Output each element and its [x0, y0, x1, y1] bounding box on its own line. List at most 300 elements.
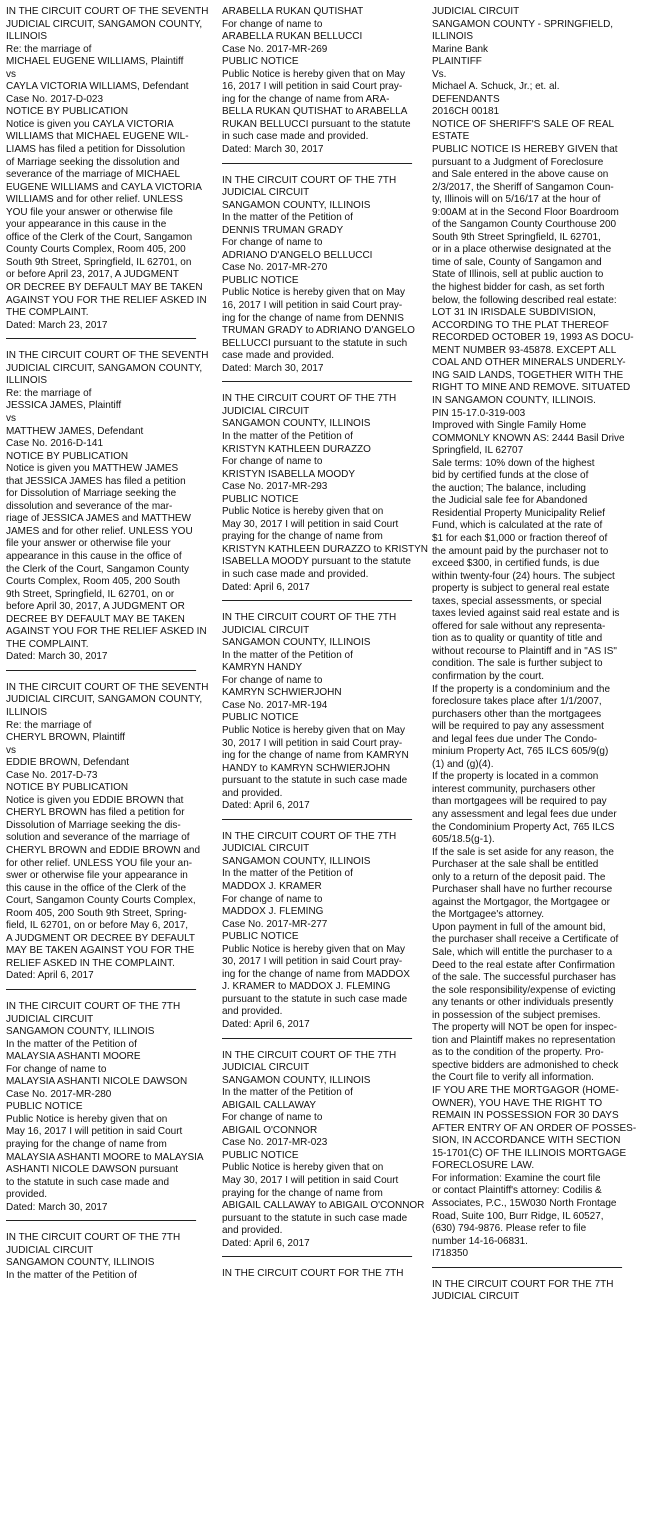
- notice-text-line: Public Notice is hereby given that on: [222, 506, 384, 518]
- notice-text-line: SANGAMON COUNTY, ILLINOIS: [6, 1257, 155, 1269]
- notice-text-line: EUGENE WILLIAMS and CAYLA VICTORIA: [6, 181, 202, 193]
- notice-text-line: any assessment and legal fees due under: [432, 809, 617, 820]
- notice-text-line: ILLINOIS: [6, 375, 48, 387]
- notice-text-line: CAYLA VICTORIA WILLIAMS, Defendant: [6, 81, 189, 93]
- notice-text-line: In the matter of the Petition of: [222, 649, 353, 661]
- notice-text-line: PUBLIC NOTICE: [222, 712, 299, 724]
- notice-text-line: In the matter of the Petition of: [222, 1087, 353, 1099]
- notice-text-line: DENNIS TRUMAN GRADY: [222, 224, 344, 236]
- notice-text-line: J. KRAMER to MADDOX J. FLEMING: [222, 981, 391, 993]
- notice-text-line: SANGAMON COUNTY, ILLINOIS: [222, 855, 371, 867]
- legal-notice: [222, 831, 410, 1032]
- notice-text-line: ILLINOIS: [6, 706, 48, 718]
- notice-divider: [222, 163, 412, 164]
- notice-text-line: minium Property Act, 765 ILCS 605/9(g): [432, 746, 609, 758]
- notice-text-line: 9th Street, Springfield, IL 62701, on or: [6, 588, 175, 600]
- notice-text-line: than mortgagees will be required to pay: [432, 796, 607, 808]
- notice-text-line: Notice is given you EDDIE BROWN that: [6, 794, 184, 806]
- notice-text-line: MADDOX J. KRAMER: [222, 881, 322, 892]
- notice-text-line: for other relief. UNLESS YOU file your an-: [6, 857, 193, 869]
- notice-text-line: For change of name to: [6, 1063, 107, 1075]
- notice-text-line: 15-1701(C) OF THE ILLINOIS MORTGAGE: [432, 1147, 627, 1159]
- notice-text-line: ARABELLA RUKAN BELLUCCI: [222, 31, 363, 43]
- notice-text-line: ADRIANO D'ANGELO BELLUCCI: [222, 249, 373, 261]
- notice-text-line: KAMRYN SCHWIERJOHN: [222, 687, 342, 699]
- notice-text-line: (1) and (g)(4).: [432, 758, 494, 770]
- notice-text-line: SION, IN ACCORDANCE WITH SECTION: [432, 1135, 621, 1147]
- notice-text-line: MENT NUMBER 93-45878. EXCEPT ALL: [432, 344, 617, 356]
- notice-text-line: (630) 794-9876. Please refer to file: [432, 1223, 587, 1235]
- notice-text-line: vs: [6, 412, 16, 424]
- notice-text-line: in such case made and provided.: [222, 131, 369, 143]
- notice-divider: [6, 670, 196, 671]
- notice-text-line: of the sale. The successful purchaser has: [432, 972, 616, 984]
- column-middle: [222, 6, 429, 1281]
- notice-text-line: exceed $300, in certified funds, is due: [432, 558, 600, 570]
- notice-text-line: THE COMPLAINT.: [6, 638, 89, 650]
- notice-text-line: JUDICIAL CIRCUIT: [6, 1244, 94, 1256]
- notice-text-line: OWNER), YOU HAVE THE RIGHT TO: [432, 1097, 603, 1109]
- notice-text-line: in possession of the subject premises.: [432, 1009, 601, 1021]
- notice-text-line: or before April 23, 2017, A JUDGMENT: [6, 269, 179, 281]
- notice-text-line: 605/18.5(g-1).: [432, 834, 495, 846]
- notice-text-line: KRISTYN KATHLEEN DURAZZO: [222, 443, 371, 455]
- notice-text-line: Public Notice is hereby given that on May: [222, 943, 405, 955]
- notice-text-line: 9:00AM at in the Second Floor Boardroom: [432, 206, 619, 218]
- notice-text-line: MATTHEW JAMES, Defendant: [6, 425, 144, 437]
- notice-text-line: NOTICE BY PUBLICATION: [6, 450, 129, 462]
- notice-text-line: Road, Suite 100, Burr Ridge, IL 60527,: [432, 1210, 604, 1222]
- notice-text-line: the Mortgagee's attorney.: [432, 909, 545, 921]
- notice-text-line: JAMES and for other relief. UNLESS YOU: [6, 525, 193, 537]
- notice-text-line: time of sale, County of Sangamon and: [432, 256, 602, 268]
- column-left: [6, 6, 209, 1283]
- notice-text-line: 16, 2017 I will petition in said Court pray-: [222, 300, 403, 312]
- notice-text-line: swer or otherwise file your appearance in: [6, 870, 188, 882]
- notice-text-line: WILLIAMS and for other relief. UNLESS: [6, 194, 183, 206]
- legal-notice: [6, 681, 209, 983]
- notice-text-line: Marine Bank: [432, 43, 489, 55]
- notice-text-line: ABIGAIL O'CONNOR: [222, 1124, 318, 1136]
- notice-text-line: IN THE CIRCUIT COURT OF THE SEVENTH: [6, 6, 209, 17]
- notice-text-line: ESTATE: [432, 131, 470, 143]
- notice-text-line: Notice is given you CAYLA VICTORIA: [6, 118, 174, 130]
- notice-text-line: pursuant to the statute in such case made: [222, 775, 408, 787]
- notice-text-line: Dated: March 30, 2017: [222, 144, 324, 156]
- notice-text-line: 30, 2017 I will petition in said Court pray-: [222, 737, 403, 749]
- notice-text-line: IN THE CIRCUIT COURT OF THE 7TH: [6, 1232, 181, 1244]
- notice-text-line: Vs.: [432, 68, 447, 80]
- notice-text-line: ABIGAIL CALLAWAY to ABIGAIL O'CONNOR: [222, 1200, 425, 1212]
- legal-notice: [222, 6, 410, 157]
- notice-text-line: for Dissolution of Marriage seeking the: [6, 488, 177, 500]
- notice-text-line: The property will NOT be open for inspec-: [432, 1022, 617, 1034]
- notice-text-line: ARABELLA RUKAN QUTISHAT: [222, 6, 364, 17]
- notice-text-line: PUBLIC NOTICE: [222, 931, 299, 943]
- notice-text-line: Dated: March 30, 2017: [6, 651, 108, 663]
- notice-text-line: riage of JESSICA JAMES and MATTHEW: [6, 513, 191, 525]
- notice-text-line: the Condominium Property Act, 765 ILCS: [432, 821, 615, 833]
- notice-text-line: RUKAN BELLUCCI pursuant to the statute: [222, 118, 411, 130]
- notice-text-line: COMMONLY KNOWN AS: 2444 Basil Drive: [432, 432, 625, 444]
- notice-text-line: ty, Illinois will on 5/16/17 at the hour of: [432, 194, 601, 206]
- notice-divider: [6, 338, 196, 339]
- notice-text-line: 2/3/2017, the Sheriff of Sangamon Coun-: [432, 181, 614, 193]
- notice-text-line: IN THE CIRCUIT COURT OF THE SEVENTH: [6, 350, 209, 362]
- notice-text-line: MADDOX J. FLEMING: [222, 906, 324, 918]
- notice-text-line: Case No. 2017-MR-194: [222, 699, 328, 711]
- notice-text-line: vs: [6, 68, 16, 80]
- legal-notice: [222, 1049, 425, 1251]
- notice-text-line: SANGAMON COUNTY, ILLINOIS: [222, 1074, 371, 1086]
- notice-text-line: Public Notice is hereby given that on: [6, 1113, 168, 1125]
- notice-text-line: PUBLIC NOTICE: [222, 56, 299, 68]
- notice-text-line: Springfield, IL 62707: [432, 445, 524, 457]
- notice-text-line: HANDY to KAMRYN SCHWIERJOHN: [222, 762, 391, 774]
- notice-text-line: For change of name to: [222, 237, 323, 249]
- notice-text-line: SANGAMON COUNTY, ILLINOIS: [6, 1026, 155, 1038]
- notice-text-line: case made and provided.: [222, 350, 335, 362]
- notice-text-line: without recourse to Plaintiff and in "AS IS": [432, 645, 617, 657]
- notice-divider: [6, 989, 196, 990]
- notice-text-line: Purchaser at the sale shall be entitled: [432, 859, 599, 871]
- notice-text-line: Case No. 2016-D-141: [6, 438, 104, 450]
- notice-divider: [222, 819, 412, 820]
- notice-text-line: bid by certified funds at the close of: [432, 470, 589, 482]
- notice-text-line: Public Notice is hereby given that on May: [222, 287, 405, 299]
- notice-text-line: within twenty-four (24) hours. The subject: [432, 570, 615, 582]
- notice-text-line: the Clerk of the Court, Sangamon County: [6, 563, 189, 575]
- legal-notice: [222, 174, 415, 376]
- notice-divider: [432, 1267, 622, 1268]
- notice-text-line: Public Notice is hereby given that on: [222, 1162, 384, 1174]
- notice-text-line: vs: [6, 744, 16, 756]
- notice-text-line: ILLINOIS: [432, 31, 474, 43]
- notice-text-line: ACCORDING TO THE PLAT THEREOF: [432, 319, 609, 331]
- notice-text-line: Notice is given you MATTHEW JAMES: [6, 463, 179, 475]
- notice-text-line: JUDICIAL CIRCUIT, SANGAMON COUNTY,: [6, 362, 203, 374]
- notice-text-line: Case No. 2017-MR-293: [222, 481, 328, 493]
- notice-text-line: interest community, purchasers other: [432, 783, 596, 795]
- notice-text-line: PLAINTIFF: [432, 56, 482, 68]
- notice-text-line: pursuant to the statute in such case made: [222, 1212, 408, 1224]
- notice-text-line: Deed to the real estate after Confirmation: [432, 959, 615, 971]
- notice-text-line: REMAIN IN POSSESSION FOR 30 DAYS: [432, 1110, 619, 1122]
- notice-text-line: PIN 15-17.0-319-003: [432, 407, 526, 419]
- legal-notice: [6, 350, 209, 664]
- notice-text-line: JUDICIAL CIRCUIT: [222, 624, 310, 636]
- notice-text-line: the Court file to verify all information.: [432, 1072, 594, 1084]
- notice-text-line: PUBLIC NOTICE IS HEREBY GIVEN that: [432, 144, 618, 156]
- notice-text-line: Sale, which will entitle the purchaser to a: [432, 947, 613, 959]
- notice-text-line: Sale terms: 10% down of the highest: [432, 457, 595, 469]
- notice-text-line: Case No. 2017-MR-269: [222, 43, 328, 55]
- notice-text-line: purchasers other than the mortgagees: [432, 708, 602, 720]
- notice-text-line: CHERYL BROWN has filed a petition for: [6, 807, 185, 819]
- notice-text-line: tion and Plaintiff makes no representation: [432, 1034, 616, 1046]
- notice-text-line: field, IL 62701, on or before May 6, 2017,: [6, 920, 189, 932]
- notice-text-line: For change of name to: [222, 893, 323, 905]
- notice-text-line: JUDICIAL CIRCUIT: [222, 1062, 310, 1074]
- notice-text-line: number 14-16-06831.: [432, 1235, 528, 1247]
- notice-text-line: Case No. 2017-MR-270: [222, 262, 328, 274]
- notice-text-line: spective bidders are admonished to check: [432, 1059, 619, 1071]
- notice-text-line: IN THE CIRCUIT COURT OF THE 7TH: [6, 1001, 181, 1013]
- notice-text-line: tion as to quality or quantity of title and: [432, 633, 603, 645]
- notice-text-line: Re: the marriage of: [6, 43, 92, 55]
- notice-text-line: and Sale entered in the above cause on: [432, 169, 609, 181]
- notice-text-line: Dated: April 6, 2017: [222, 581, 310, 593]
- notice-text-line: MICHAEL EUGENE WILLIAMS, Plaintiff: [6, 56, 184, 68]
- notice-text-line: your appearance in this cause in the: [6, 219, 167, 231]
- notice-text-line: Case No. 2017-D-73: [6, 769, 98, 781]
- notice-text-line: AFTER ENTRY OF AN ORDER OF POSSES-: [432, 1122, 637, 1134]
- notice-text-line: Michael A. Schuck, Jr.; et. al.: [432, 81, 560, 93]
- notice-text-line: IN THE CIRCUIT COURT OF THE 7TH: [222, 830, 397, 842]
- notice-text-line: Re: the marriage of: [6, 387, 92, 399]
- notice-text-line: WILLIAMS that MICHAEL EUGENE WIL-: [6, 131, 189, 143]
- notice-text-line: ING SAID LANDS, TOGETHER WITH THE: [432, 369, 624, 381]
- notice-text-line: $1 for each $1,000 or fraction thereof of: [432, 532, 608, 544]
- notice-text-line: In the matter of the Petition of: [222, 868, 353, 880]
- notice-text-line: Upon payment in full of the amount bid,: [432, 921, 606, 933]
- notice-text-line: this cause in the office of the Clerk of the: [6, 882, 187, 894]
- notice-text-line: Dated: March 23, 2017: [6, 319, 108, 331]
- notice-text-line: against the Mortgagor, the Mortgagee or: [432, 896, 611, 908]
- notice-text-line: MALAYSIA ASHANTI MOORE: [6, 1051, 141, 1063]
- notice-text-line: South 9th Street, Springfield, IL 62701, on: [6, 256, 192, 268]
- notice-text-line: ing for the change of name from MADDOX: [222, 968, 410, 980]
- notice-text-line: MALAYSIA ASHANTI NICOLE DAWSON: [6, 1076, 188, 1088]
- notice-text-line: solution and severance of the marriage of: [6, 832, 190, 844]
- notice-text-line: appearance in this cause in the office of: [6, 550, 182, 562]
- notice-text-line: KRISTYN KATHLEEN DURAZZO to KRISTYN: [222, 543, 429, 555]
- notice-text-line: NOTICE BY PUBLICATION: [6, 106, 129, 118]
- notice-text-line: MALAYSIA ASHANTI MOORE to MALAYSIA: [6, 1151, 204, 1163]
- notice-text-line: For change of name to: [222, 674, 323, 686]
- notice-text-line: Dated: April 6, 2017: [222, 800, 310, 812]
- notice-text-line: Room 405, 200 South 9th Street, Spring-: [6, 907, 187, 919]
- notice-text-line: confirmation by the court.: [432, 670, 545, 682]
- notice-text-line: For change of name to: [222, 18, 323, 30]
- notice-text-line: of Marriage seeking the dissolution and: [6, 156, 180, 168]
- legal-notice: [222, 1268, 410, 1281]
- notice-text-line: ing for the change of name from ARA-: [222, 93, 390, 105]
- notice-text-line: Court, Sangamon County Courts Complex,: [6, 895, 196, 907]
- notice-text-line: and provided.: [222, 1006, 283, 1018]
- notice-text-line: NOTICE BY PUBLICATION: [6, 782, 129, 794]
- notice-text-line: JUDICIAL CIRCUIT: [222, 187, 310, 199]
- notice-text-line: For change of name to: [222, 1112, 323, 1124]
- notice-text-line: BELLA RUKAN QUTISHAT to ARABELLA: [222, 106, 408, 118]
- notice-text-line: 16, 2017 I will petition in said Court pray-: [222, 81, 403, 93]
- notice-text-line: Re: the marriage of: [6, 719, 92, 731]
- notice-text-line: IN THE CIRCUIT COURT OF THE 7TH: [222, 612, 397, 624]
- notice-text-line: IN THE CIRCUIT COURT FOR THE 7TH: [432, 1278, 614, 1290]
- notice-divider: [222, 600, 412, 601]
- notice-text-line: praying for the change of name from: [222, 1187, 383, 1199]
- notice-text-line: RIGHT TO MINE AND REMOVE. SITUATED: [432, 382, 631, 394]
- notice-text-line: For change of name to: [222, 456, 323, 468]
- notice-text-line: SANGAMON COUNTY - SPRINGFIELD,: [432, 18, 614, 30]
- notice-text-line: before April 30, 2017, A JUDGMENT OR: [6, 601, 185, 613]
- notice-text-line: ILLINOIS: [6, 31, 48, 43]
- notice-text-line: to the statute in such case made and: [6, 1176, 170, 1188]
- notice-text-line: Dated: March 30, 2017: [222, 362, 324, 374]
- notice-text-line: May 30, 2017 I will petition in said Court: [222, 518, 399, 530]
- notice-text-line: JUDICIAL CIRCUIT: [432, 6, 520, 17]
- notice-text-line: that JESSICA JAMES has filed a petition: [6, 475, 186, 487]
- notice-text-line: PUBLIC NOTICE: [222, 493, 299, 505]
- notice-text-line: severance of the marriage of MICHAEL: [6, 169, 181, 181]
- notice-text-line: KRISTYN ISABELLA MOODY: [222, 468, 356, 480]
- notice-text-line: JUDICIAL CIRCUIT: [222, 843, 310, 855]
- notice-text-line: ASHANTI NICOLE DAWSON pursuant: [6, 1164, 179, 1176]
- notice-text-line: CHERYL BROWN and EDDIE BROWN and: [6, 845, 201, 856]
- notice-text-line: of the Sangamon County Courthouse 200: [432, 219, 617, 231]
- column-right: [432, 6, 637, 1304]
- notice-text-line: JESSICA JAMES, Plaintiff: [6, 400, 122, 412]
- notice-text-line: office of the Clerk of the Court, Sangamon: [6, 231, 193, 243]
- notice-text-line: praying for the change of name from: [222, 531, 383, 543]
- notice-text-line: will be required to pay any assessment: [432, 721, 604, 733]
- notice-text-line: In the matter of the Petition of: [6, 1269, 137, 1281]
- notice-text-line: SANGAMON COUNTY, ILLINOIS: [222, 637, 371, 649]
- notice-text-line: DEFENDANTS: [432, 93, 500, 105]
- notice-text-line: or in a place otherwise designated at the: [432, 244, 612, 256]
- notice-text-line: praying for the change of name from: [6, 1139, 167, 1151]
- legal-notice: [432, 1279, 620, 1304]
- notice-text-line: If the sale is set aside for any reason, the: [432, 846, 614, 858]
- notice-text-line: or contact Plaintiff's attorney: Codilis &: [432, 1185, 602, 1197]
- notice-text-line: SANGAMON COUNTY, ILLINOIS: [222, 418, 371, 430]
- notice-text-line: AGAINST YOU FOR THE RELIEF ASKED IN: [6, 626, 207, 638]
- notice-text-line: foreclosure takes place after 1/1/2007,: [432, 696, 602, 708]
- notice-text-line: May 30, 2017 I will petition in said Court: [222, 1175, 399, 1187]
- notice-text-line: offered for sale without any representa-: [432, 620, 606, 632]
- notice-text-line: Case No. 2017-MR-280: [6, 1088, 112, 1100]
- notice-text-line: I718350: [432, 1248, 469, 1260]
- notice-text-line: PUBLIC NOTICE: [6, 1101, 83, 1113]
- notice-text-line: in such case made and provided.: [222, 568, 369, 580]
- notice-text-line: file your answer or otherwise file your: [6, 538, 171, 550]
- notice-text-line: Public Notice is hereby given that on May: [222, 68, 405, 80]
- notice-text-line: IN THE CIRCUIT COURT FOR THE 7TH: [222, 1268, 404, 1280]
- legal-notice: [432, 6, 637, 1261]
- notice-text-line: pursuant to the statute in such case made: [222, 993, 408, 1005]
- notice-text-line: Dated: April 6, 2017: [222, 1237, 310, 1249]
- notice-text-line: OR DECREE BY DEFAULT MAY BE TAKEN: [6, 282, 203, 294]
- notice-text-line: CHERYL BROWN, Plaintiff: [6, 732, 125, 744]
- notice-text-line: any tenants or other individuals presently: [432, 997, 614, 1009]
- notice-text-line: and provided.: [222, 1225, 283, 1237]
- notice-text-line: Dated: March 30, 2017: [6, 1201, 108, 1213]
- notice-text-line: taxes levied against said real estate and is: [432, 608, 620, 620]
- notice-text-line: below, the following described real estate:: [432, 294, 617, 306]
- notice-text-line: and legal fees due under The Condo-: [432, 733, 598, 745]
- notice-text-line: Residential Property Municipality Relief: [432, 507, 605, 519]
- notice-divider: [222, 1038, 412, 1039]
- notice-text-line: pursuant to a Judgment of Foreclosure: [432, 156, 604, 168]
- notice-text-line: the highest bidder for cash, as set forth: [432, 282, 605, 294]
- notice-text-line: ing for the change of name from KAMRYN: [222, 750, 409, 762]
- notice-text-line: YOU file your answer or otherwise file: [6, 206, 173, 218]
- notice-text-line: Associates, P.C., 15W030 North Frontage: [432, 1197, 617, 1209]
- notice-text-line: JUDICIAL CIRCUIT, SANGAMON COUNTY,: [6, 18, 203, 30]
- notice-text-line: IN THE CIRCUIT COURT OF THE SEVENTH: [6, 681, 209, 693]
- notice-text-line: IN THE CIRCUIT COURT OF THE 7TH: [222, 1049, 397, 1061]
- legal-notice: [6, 1001, 204, 1214]
- notice-text-line: Courts Complex, Room 405, 200 South: [6, 576, 181, 588]
- legal-notice: [222, 393, 429, 594]
- notice-text-line: dissolution and severance of the mar-: [6, 500, 173, 512]
- notice-text-line: condition. The sale is further subject to: [432, 658, 603, 670]
- notice-text-line: South 9th Street Springfield, IL 62701,: [432, 231, 601, 243]
- notice-text-line: RELIEF ASKED IN THE COMPLAINT.: [6, 957, 175, 969]
- notice-text-line: THE COMPLAINT.: [6, 307, 89, 319]
- notice-text-line: Purchaser shall have no further recourse: [432, 884, 613, 896]
- notice-text-line: SANGAMON COUNTY, ILLINOIS: [222, 199, 371, 211]
- notice-text-line: In the matter of the Petition of: [6, 1038, 137, 1050]
- notice-text-line: Fund, which is calculated at the rate of: [432, 520, 603, 532]
- notice-text-line: May 16, 2017 I will petition in said Court: [6, 1126, 183, 1138]
- notice-text-line: the sole responsibility/expense of evicting: [432, 984, 616, 996]
- notice-text-line: ISABELLA MOODY pursuant to the statute: [222, 556, 411, 568]
- notice-text-line: 2016CH 00181: [432, 106, 500, 118]
- notice-text-line: IN THE CIRCUIT COURT OF THE 7TH: [222, 393, 397, 405]
- notice-text-line: IF YOU ARE THE MORTGAGOR (HOME-: [432, 1085, 619, 1097]
- notice-text-line: property is subject to general real estate: [432, 583, 610, 595]
- notice-text-line: the purchaser shall receive a Certificate of: [432, 934, 619, 946]
- notice-text-line: PUBLIC NOTICE: [222, 274, 299, 286]
- notice-text-line: Dated: April 6, 2017: [222, 1019, 310, 1031]
- notice-text-line: Case No. 2017-MR-023: [222, 1137, 328, 1149]
- notice-text-line: EDDIE BROWN, Defendant: [6, 757, 130, 769]
- notice-text-line: 30, 2017 I will petition in said Court pray-: [222, 956, 403, 968]
- notice-text-line: RECORDED OCTOBER 19, 1993 AS DOCU-: [432, 332, 634, 344]
- notice-text-line: JUDICIAL CIRCUIT, SANGAMON COUNTY,: [6, 694, 203, 706]
- notice-text-line: If the property is a condominium and the: [432, 683, 610, 695]
- notice-text-line: the amount paid by the purchaser not to: [432, 545, 609, 557]
- legal-notice: [6, 1232, 194, 1282]
- notice-text-line: ing for the change of name from DENNIS: [222, 312, 404, 324]
- notice-divider: [222, 1256, 412, 1257]
- notice-text-line: Dated: April 6, 2017: [6, 970, 94, 982]
- legal-notice: [6, 6, 209, 332]
- notice-divider: [6, 1220, 196, 1221]
- legal-notice: [222, 612, 410, 813]
- notice-text-line: A JUDGMENT OR DECREE BY DEFAULT: [6, 932, 196, 944]
- notice-text-line: LIAMS has filed a petition for Dissolution: [6, 144, 186, 156]
- notice-text-line: In the matter of the Petition of: [222, 212, 353, 224]
- notice-text-line: JUDICIAL CIRCUIT: [6, 1013, 94, 1025]
- notice-text-line: IN THE CIRCUIT COURT OF THE 7TH: [222, 174, 397, 186]
- notice-text-line: ABIGAIL CALLAWAY: [222, 1099, 317, 1111]
- notice-text-line: only to a return of the deposit paid. The: [432, 871, 606, 883]
- notice-text-line: Dissolution of Marriage seeking the dis-: [6, 819, 181, 831]
- notice-text-line: IN SANGAMON COUNTY, ILLINOIS.: [432, 394, 596, 406]
- notice-text-line: AGAINST YOU FOR THE RELIEF ASKED IN: [6, 294, 207, 306]
- notice-text-line: Case No. 2017-D-023: [6, 93, 104, 105]
- notice-text-line: Case No. 2017-MR-277: [222, 918, 328, 930]
- notice-text-line: State of Illinois, sell at public auction to: [432, 269, 604, 281]
- notice-text-line: FORECLOSURE LAW.: [432, 1160, 535, 1172]
- notice-text-line: If the property is located in a common: [432, 771, 599, 783]
- notice-text-line: as to the condition of the property. Pro-: [432, 1047, 604, 1059]
- notice-text-line: the Judicial sale fee for Abandoned: [432, 495, 588, 507]
- notice-text-line: Public Notice is hereby given that on May: [222, 724, 405, 736]
- notice-text-line: In the matter of the Petition of: [222, 430, 353, 442]
